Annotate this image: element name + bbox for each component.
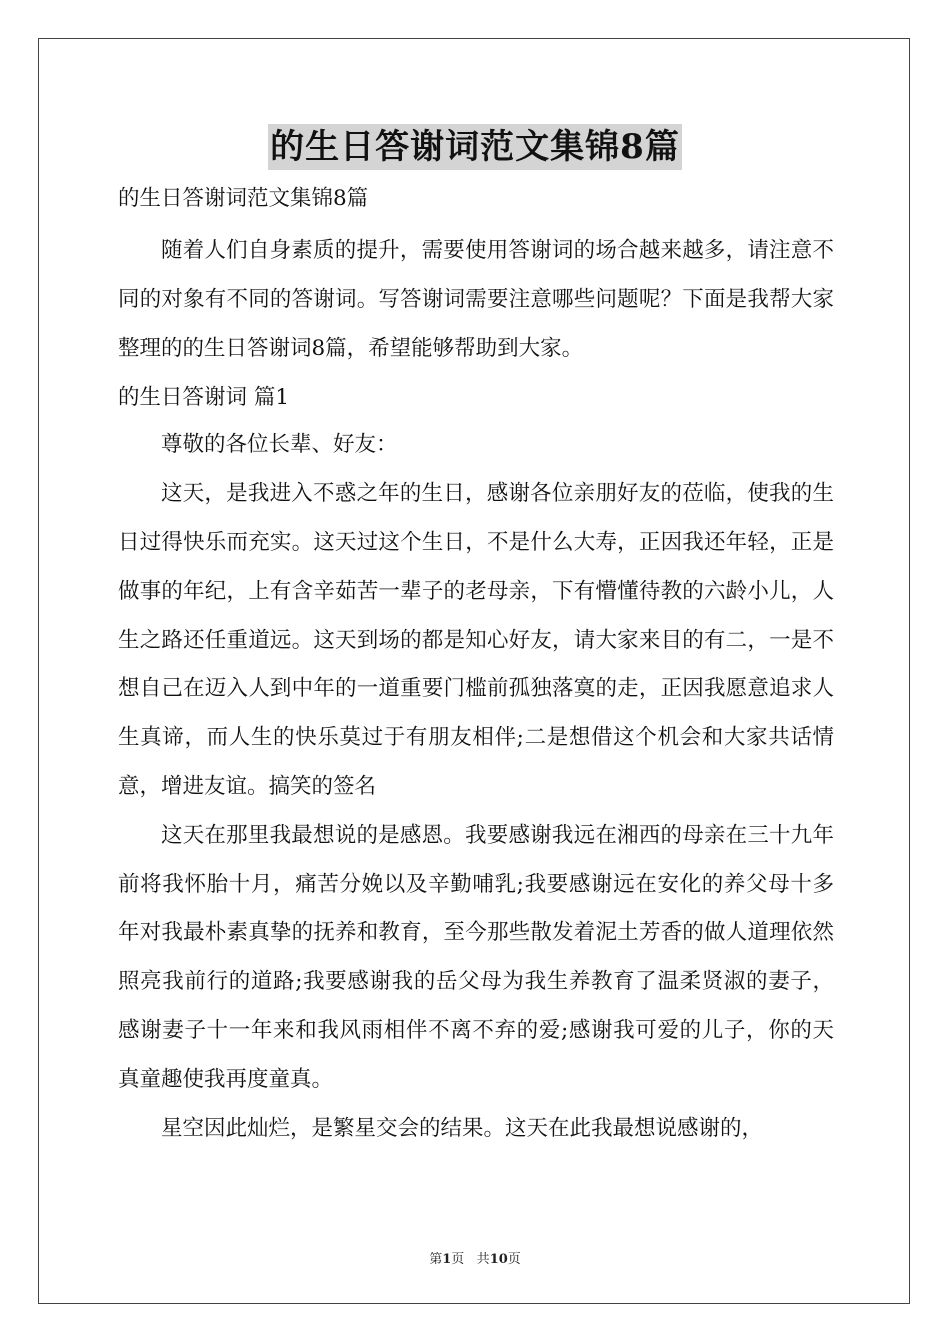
total-prefix: 共 (476, 1252, 490, 1267)
intro-paragraph: 随着人们自身素质的提升，需要使用答谢词的场合越来越多，请注意不同的对象有不同的答谢词。写答谢词需要注意哪些问题呢？下面是我帮大家整理的的生日答谢词8篇，希望能够帮助到大家。 (118, 238, 834, 361)
page-suffix: 页 (451, 1252, 465, 1267)
body-paragraph: 这天在那里我最想说的是感恩。我要感谢我远在湘西的母亲在三十九年前将我怀胎十月，痛苦分娩以及辛勤哺乳;我要感谢远在安化的养父母十多年对我最朴素真挚的抚养和教育，至今那些散发着泥土芳香的做人道理依然照亮我前行的道路;我要感谢我的岳父母为我生养教育了温柔贤淑的妻子，感谢妻子十一年来和我风雨相伴不离不弃的爱;感谢我可爱的儿子，你的天真童趣使我再度童真。 (118, 822, 834, 1092)
total-pages: 10 (489, 1252, 508, 1267)
page-prefix: 第 (429, 1252, 443, 1267)
body-paragraph: 这天，是我进入不惑之年的生日，感谢各位亲朋好友的莅临，使我的生日过得快乐而充实。这天过这个生日，不是什么大寿，正因我还年轻，正是做事的年纪，上有含辛茹苦一辈子的老母亲，下有懵懂待教的六龄小儿，人生之路还任重道远。这天到场的都是知心好友，请大家来目的有二，一是不想自己在迈入人到中年的一道重要门槛前孤独落寞的走，正因我愿意追求人生真谛，而人生的快乐莫过于有朋友相伴;二是想借这个机会和大家共话情意，增进友谊。搞笑的签名 (118, 481, 834, 799)
document-title: 的生日答谢词范文集锦8篇 (268, 124, 682, 170)
greeting-paragraph: 尊敬的各位长辈、好友： (161, 432, 398, 458)
document-body (118, 178, 834, 1153)
section-heading: 的生日答谢词 篇1 (118, 385, 290, 411)
document-subtitle: 的生日答谢词范文集锦8篇 (118, 186, 369, 211)
page-number: 1 (442, 1252, 452, 1267)
page-footer (0, 1248, 950, 1267)
title-wrap (0, 124, 950, 170)
body-paragraph: 星空因此灿烂，是繁星交会的结果。这天在此我最想说感谢的， (161, 1115, 764, 1141)
total-suffix: 页 (507, 1252, 521, 1267)
